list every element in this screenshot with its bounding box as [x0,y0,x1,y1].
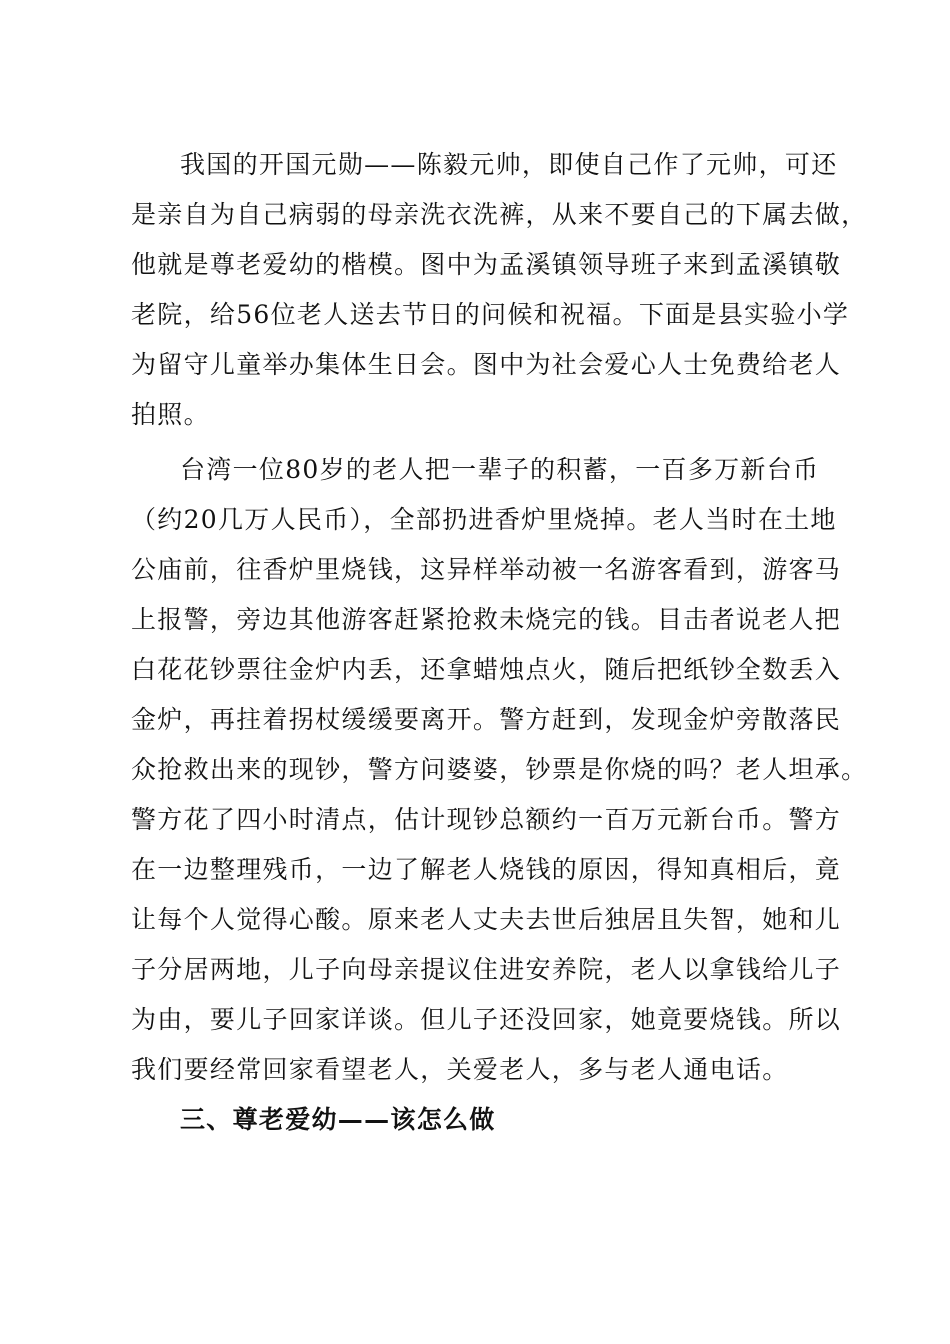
section-heading: 三、尊老爱幼——该怎么做 [180,1105,496,1134]
text-line: 他就是尊老爱幼的楷模。图中为孟溪镇领导班子来到孟溪镇敬 [131,250,842,279]
text-line: 老院，给56位老人送去节日的问候和祝福。下面是县实验小学 [131,300,850,329]
text-line: 为由，要儿子回家详谈。但儿子还没回家，她竟要烧钱。所以 [131,1005,842,1034]
text-line: 我国的开国元勋——陈毅元帅，即使自己作了元帅，可还 [180,150,838,179]
text-line: 在一边整理残币，一边了解老人烧钱的原因，得知真相后，竟 [131,855,842,884]
text-line: 公庙前，往香炉里烧钱，这异样举动被一名游客看到，游客马 [131,555,842,584]
text-line: 上报警，旁边其他游客赶紧抢救未烧完的钱。目击者说老人把 [131,605,842,634]
text-line: 警方花了四小时清点，估计现钞总额约一百万元新台币。警方 [131,805,842,834]
text-line: 金炉，再拄着拐杖缓缓要离开。警方赶到，发现金炉旁散落民 [131,705,842,734]
text-line: （约20几万人民币），全部扔进香炉里烧掉。老人当时在土地 [131,505,837,534]
text-line: 白花花钞票往金炉内丢，还拿蜡烛点火，随后把纸钞全数丢入 [131,655,842,684]
text-line: 为留守儿童举办集体生日会。图中为社会爱心人士免费给老人 [131,350,842,379]
text-line: 众抢救出来的现钞，警方问婆婆，钞票是你烧的吗？老人坦承。 [131,755,868,784]
text-line: 拍照。 [131,400,210,429]
text-line: 子分居两地，儿子向母亲提议住进安养院，老人以拿钱给儿子 [131,955,842,984]
text-line: 让每个人觉得心酸。原来老人丈夫去世后独居且失智，她和儿 [131,905,842,934]
text-line: 我们要经常回家看望老人，关爱老人，多与老人通电话。 [131,1055,789,1084]
text-line: 台湾一位80岁的老人把一辈子的积蓄，一百多万新台币 [180,455,820,484]
text-line: 是亲自为自己病弱的母亲洗衣洗裤，从来不要自己的下属去做， [131,200,868,229]
